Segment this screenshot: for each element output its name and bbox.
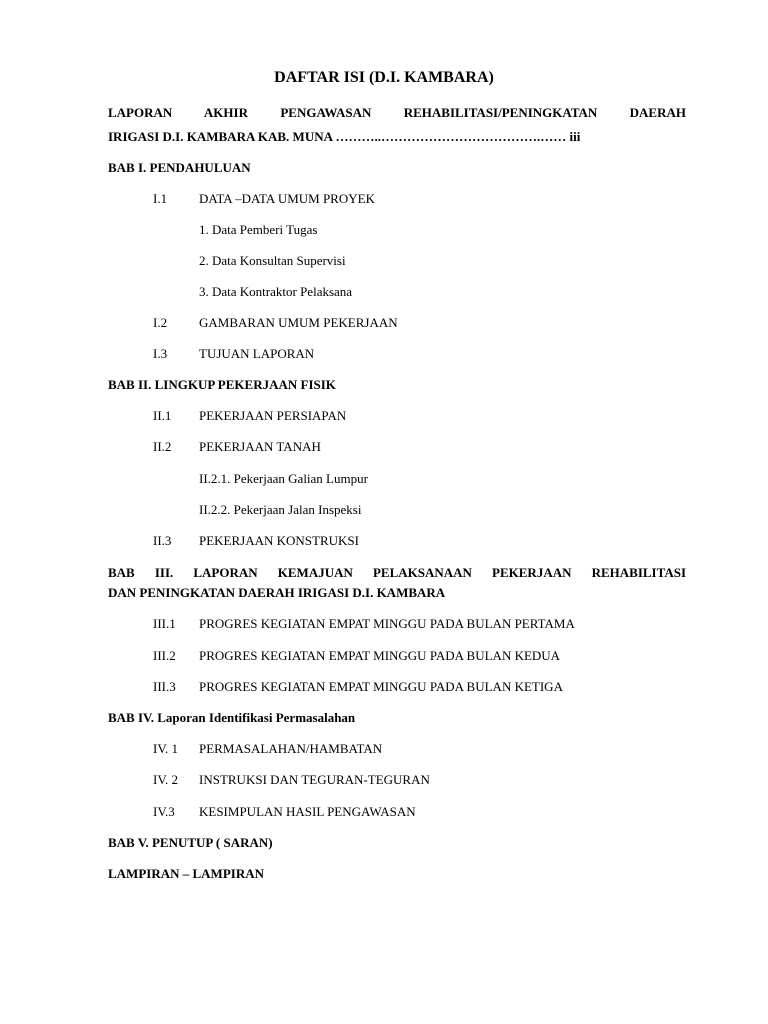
toc-number-i3: I.3 bbox=[153, 346, 168, 361]
toc-entry-iv3: KESIMPULAN HASIL PENGAWASAN bbox=[199, 804, 416, 819]
toc-number-iv3: IV.3 bbox=[153, 804, 175, 819]
toc-entry-i2: GAMBARAN UMUM PEKERJAAN bbox=[199, 315, 398, 330]
bab3-heading-line-2: DAN PENINGKATAN DAERAH IRIGASI D.I. KAMBARA bbox=[108, 585, 446, 600]
lampiran-heading: LAMPIRAN – LAMPIRAN bbox=[108, 866, 264, 881]
toc-subentry-i1-2: 2. Data Konsultan Supervisi bbox=[199, 253, 346, 268]
page-title: DAFTAR ISI (D.I. KAMBARA) bbox=[274, 69, 494, 86]
toc-number-iii1: III.1 bbox=[153, 616, 176, 631]
intro-line-2: IRIGASI D.I. KAMBARA KAB. MUNA ………..……………………………….…… iii bbox=[108, 129, 581, 144]
intro-line-1: LAPORAN AKHIR PENGAWASAN REHABILITASI/PENINGKATAN DAERAH bbox=[108, 105, 686, 120]
toc-entry-i1: DATA –DATA UMUM PROYEK bbox=[199, 191, 375, 206]
bab4-heading: BAB IV. Laporan Identifikasi Permasalahan bbox=[108, 710, 356, 725]
toc-entry-iv2: INSTRUKSI DAN TEGURAN-TEGURAN bbox=[199, 772, 430, 787]
toc-number-i2: I.2 bbox=[153, 315, 168, 330]
bab2-heading: BAB II. LINGKUP PEKERJAAN FISIK bbox=[108, 377, 336, 392]
toc-subentry-i1-1: 1. Data Pemberi Tugas bbox=[199, 222, 318, 237]
toc-entry-iii2: PROGRES KEGIATAN EMPAT MINGGU PADA BULAN KEDUA bbox=[199, 648, 561, 663]
bab1-heading: BAB I. PENDAHULUAN bbox=[108, 160, 251, 175]
toc-entry-ii1: PEKERJAAN PERSIAPAN bbox=[199, 408, 347, 423]
toc-subentry-ii2-2: II.2.2. Pekerjaan Jalan Inspeksi bbox=[199, 502, 362, 517]
toc-entry-iii1: PROGRES KEGIATAN EMPAT MINGGU PADA BULAN PERTAMA bbox=[199, 616, 575, 631]
toc-number-iii2: III.2 bbox=[153, 648, 176, 663]
toc-subentry-i1-3: 3. Data Kontraktor Pelaksana bbox=[199, 284, 353, 299]
toc-number-iv1: IV. 1 bbox=[153, 741, 179, 756]
toc-number-iv2: IV. 2 bbox=[153, 772, 179, 787]
bab3-heading-line-1: BAB III. LAPORAN KEMAJUAN PELAKSANAAN PEKERJAAN REHABILITASI bbox=[108, 565, 686, 580]
toc-number-iii3: III.3 bbox=[153, 679, 176, 694]
toc-entry-iv1: PERMASALAHAN/HAMBATAN bbox=[199, 741, 383, 756]
toc-entry-iii3: PROGRES KEGIATAN EMPAT MINGGU PADA BULAN KETIGA bbox=[199, 679, 563, 694]
toc-number-i1: I.1 bbox=[153, 191, 168, 206]
toc-number-ii1: II.1 bbox=[153, 408, 172, 423]
bab5-heading: BAB V. PENUTUP ( SARAN) bbox=[108, 835, 273, 850]
toc-entry-i3: TUJUAN LAPORAN bbox=[199, 346, 315, 361]
toc-subentry-ii2-1: II.2.1. Pekerjaan Galian Lumpur bbox=[199, 471, 368, 486]
toc-number-ii2: II.2 bbox=[153, 439, 172, 454]
toc-entry-ii3: PEKERJAAN KONSTRUKSI bbox=[199, 533, 359, 548]
toc-number-ii3: II.3 bbox=[153, 533, 172, 548]
toc-entry-ii2: PEKERJAAN TANAH bbox=[199, 439, 321, 454]
